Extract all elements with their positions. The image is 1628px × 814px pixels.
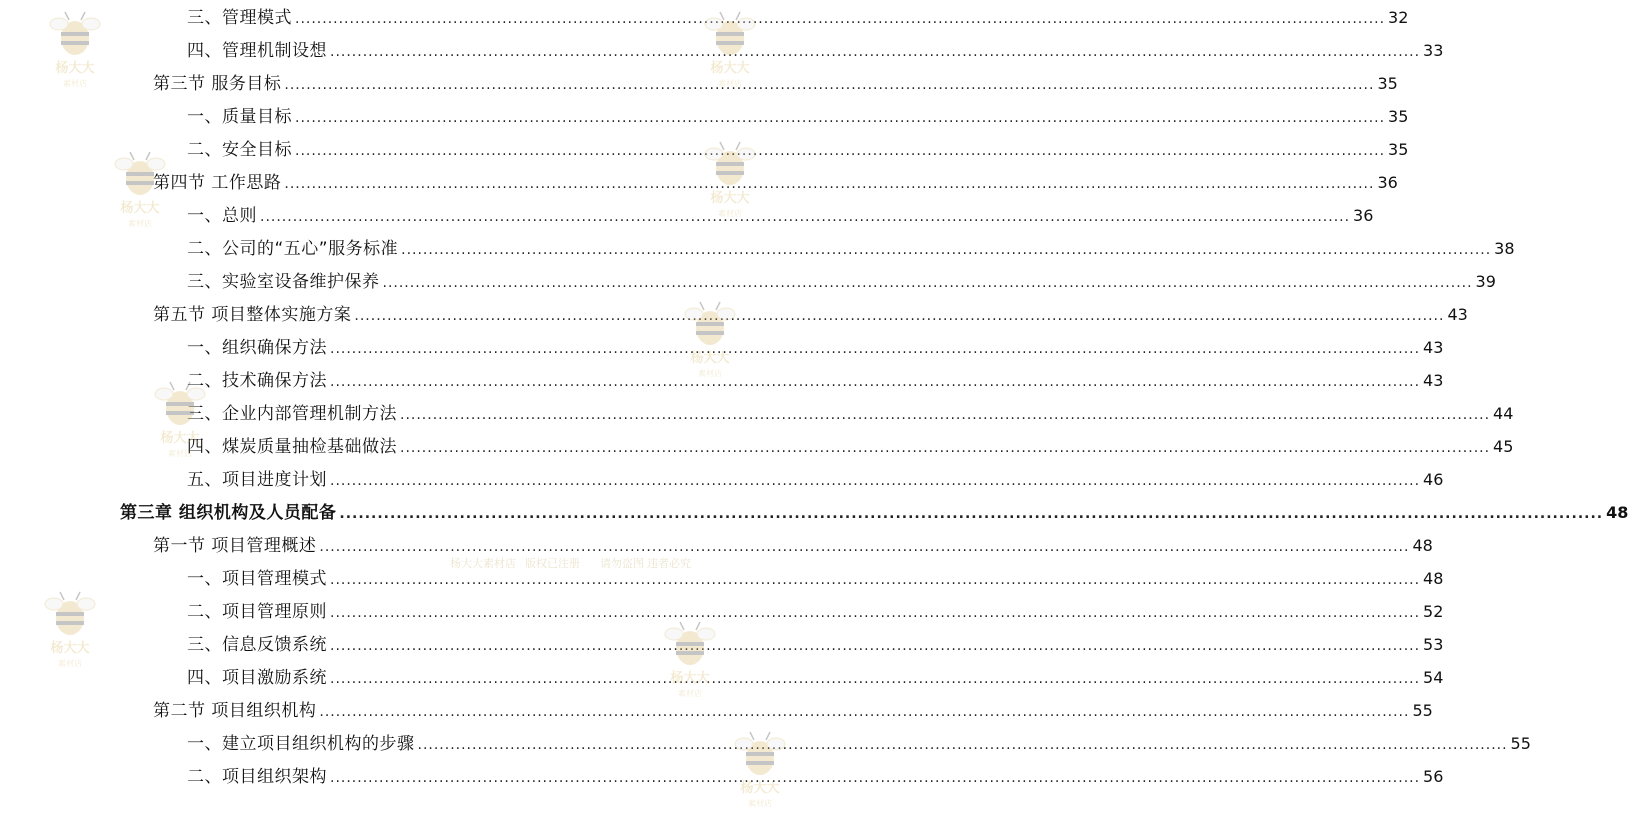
toc-entry-title: 第三章 组织机构及人员配备 bbox=[120, 503, 337, 523]
toc-entry-page-number: 45 bbox=[1493, 437, 1514, 456]
svg-text:杨大大: 杨大大 bbox=[160, 431, 200, 446]
toc-leader-dots bbox=[295, 103, 1385, 133]
toc-leader-dots bbox=[319, 532, 1409, 562]
svg-text:素材店: 素材店 bbox=[168, 449, 192, 458]
toc-entry-title: 一、项目管理模式 bbox=[187, 569, 327, 589]
toc-entry[interactable] bbox=[153, 168, 1398, 198]
toc-entry-page-number: 43 bbox=[1423, 338, 1444, 357]
toc-entry-title: 二、项目组织架构 bbox=[187, 767, 327, 787]
svg-text:杨大大: 杨大大 bbox=[710, 61, 750, 76]
toc-entry-page-number: 55 bbox=[1412, 701, 1433, 720]
toc-entry[interactable] bbox=[187, 135, 1409, 165]
svg-text:杨大大: 杨大大 bbox=[690, 351, 730, 366]
svg-text:杨大大: 杨大大 bbox=[710, 191, 750, 206]
toc-leader-dots bbox=[400, 400, 1490, 430]
toc-leader-dots bbox=[330, 763, 1420, 793]
toc-entry-page-number: 54 bbox=[1423, 668, 1444, 687]
toc-entry[interactable] bbox=[120, 498, 1628, 528]
toc-leader-dots bbox=[383, 268, 1473, 298]
toc-leader-dots bbox=[418, 730, 1508, 760]
svg-text:素材店: 素材店 bbox=[678, 689, 702, 698]
toc-entry-page-number: 36 bbox=[1353, 206, 1374, 225]
toc-entry-page-number: 55 bbox=[1510, 734, 1531, 753]
toc-leader-dots bbox=[330, 664, 1420, 694]
toc-leader-dots bbox=[401, 235, 1491, 265]
svg-text:素材店: 素材店 bbox=[63, 79, 87, 88]
toc-leader-dots bbox=[319, 697, 1409, 727]
svg-text:素材店: 素材店 bbox=[698, 369, 722, 378]
toc-entry[interactable] bbox=[187, 399, 1514, 429]
toc-entry-title: 二、项目管理原则 bbox=[187, 602, 327, 622]
svg-text:素材店: 素材店 bbox=[58, 659, 82, 668]
toc-entry-title: 三、管理模式 bbox=[187, 8, 292, 28]
toc-entry-page-number: 32 bbox=[1388, 8, 1409, 27]
watermark-banner-text: 请勿盗图 违者必究 bbox=[600, 558, 692, 570]
toc-leader-dots bbox=[295, 136, 1385, 166]
toc-entry-page-number: 48 bbox=[1423, 569, 1444, 588]
toc-leader-dots bbox=[400, 433, 1490, 463]
svg-text:杨大大: 杨大大 bbox=[120, 201, 160, 216]
toc-entry[interactable] bbox=[153, 696, 1433, 726]
toc-entry-title: 四、项目激励系统 bbox=[187, 668, 327, 688]
toc-entry-page-number: 52 bbox=[1423, 602, 1444, 621]
toc-entry-page-number: 33 bbox=[1423, 41, 1444, 60]
toc-entry[interactable] bbox=[187, 432, 1514, 462]
toc-entry-page-number: 39 bbox=[1475, 272, 1496, 291]
svg-text:素材店: 素材店 bbox=[718, 209, 742, 218]
toc-leader-dots bbox=[284, 70, 1374, 100]
toc-entry-title: 一、组织确保方法 bbox=[187, 338, 327, 358]
toc-entry-page-number: 48 bbox=[1412, 536, 1433, 555]
toc-entry-page-number: 43 bbox=[1447, 305, 1468, 324]
toc-leader-dots bbox=[330, 598, 1420, 628]
watermark-banner-text: 版权已注册 bbox=[525, 558, 580, 570]
svg-text:杨大大: 杨大大 bbox=[670, 671, 710, 686]
toc-entry-page-number: 35 bbox=[1388, 140, 1409, 159]
toc-entry[interactable] bbox=[187, 102, 1409, 132]
toc-entry-page-number: 53 bbox=[1423, 635, 1444, 654]
toc-entry-title: 三、企业内部管理机制方法 bbox=[187, 404, 397, 424]
toc-entry-page-number: 35 bbox=[1377, 74, 1398, 93]
toc-entry-title: 五、项目进度计划 bbox=[187, 470, 327, 490]
svg-text:素材店: 素材店 bbox=[128, 219, 152, 228]
toc-leader-dots bbox=[330, 565, 1420, 595]
toc-leader-dots bbox=[330, 37, 1420, 67]
toc-entry[interactable] bbox=[153, 531, 1433, 561]
toc-entry-page-number: 44 bbox=[1493, 404, 1514, 423]
toc-leader-dots bbox=[330, 367, 1420, 397]
toc-entry-title: 一、质量目标 bbox=[187, 107, 292, 127]
toc-leader-dots bbox=[260, 202, 1350, 232]
svg-text:素材店: 素材店 bbox=[748, 799, 772, 808]
svg-text:杨大大: 杨大大 bbox=[55, 61, 95, 76]
toc-entry-title: 二、公司的“五心”服务标准 bbox=[187, 239, 399, 259]
toc-leader-dots bbox=[284, 169, 1374, 199]
toc-entry-page-number: 38 bbox=[1494, 239, 1515, 258]
watermark-banner-text: 杨大大素材店 bbox=[450, 558, 516, 570]
toc-entry[interactable] bbox=[153, 300, 1468, 330]
toc-entry[interactable] bbox=[187, 36, 1444, 66]
toc-entry-title: 第二节 项目组织机构 bbox=[153, 701, 317, 721]
toc-entry-page-number: 36 bbox=[1377, 173, 1398, 192]
toc-entry-title: 一、总则 bbox=[187, 206, 257, 226]
svg-text:杨大大: 杨大大 bbox=[50, 641, 90, 656]
toc-entry-page-number: 46 bbox=[1423, 470, 1444, 489]
toc-entry-title: 第一节 项目管理概述 bbox=[153, 536, 317, 556]
svg-text:素材店: 素材店 bbox=[718, 79, 742, 88]
toc-entry-page-number: 43 bbox=[1423, 371, 1444, 390]
toc-leader-dots bbox=[295, 4, 1385, 34]
toc-leader-dots bbox=[330, 334, 1420, 364]
toc-entry-title: 四、煤炭质量抽检基础做法 bbox=[187, 437, 397, 457]
toc-entry-title: 第五节 项目整体实施方案 bbox=[153, 305, 352, 325]
svg-text:杨大大: 杨大大 bbox=[740, 781, 780, 796]
toc-entry-title: 三、实验室设备维护保养 bbox=[187, 272, 380, 292]
toc-entry[interactable] bbox=[187, 267, 1496, 297]
toc-entry-page-number: 48 bbox=[1606, 503, 1628, 522]
toc-leader-dots bbox=[330, 466, 1420, 496]
toc-entry[interactable] bbox=[187, 465, 1444, 495]
toc-entry-page-number: 35 bbox=[1388, 107, 1409, 126]
toc-entry-title: 二、安全目标 bbox=[187, 140, 292, 160]
toc-entry[interactable] bbox=[187, 3, 1409, 33]
toc-entry[interactable] bbox=[187, 234, 1515, 264]
toc-entry-title: 三、信息反馈系统 bbox=[187, 635, 327, 655]
toc-entry[interactable] bbox=[187, 729, 1531, 759]
toc-entry[interactable] bbox=[187, 630, 1444, 660]
toc-leader-dots bbox=[339, 499, 1603, 529]
toc-leader-dots bbox=[330, 631, 1420, 661]
toc-entry-title: 二、技术确保方法 bbox=[187, 371, 327, 391]
toc-entry-title: 第四节 工作思路 bbox=[153, 173, 282, 193]
toc-entry[interactable] bbox=[187, 597, 1444, 627]
toc-entry-title: 四、管理机制设想 bbox=[187, 41, 327, 61]
toc-entry-title: 第三节 服务目标 bbox=[153, 74, 282, 94]
toc-leader-dots bbox=[354, 301, 1444, 331]
toc-entry-title: 一、建立项目组织机构的步骤 bbox=[187, 734, 415, 754]
toc-entry-page-number: 56 bbox=[1423, 767, 1444, 786]
